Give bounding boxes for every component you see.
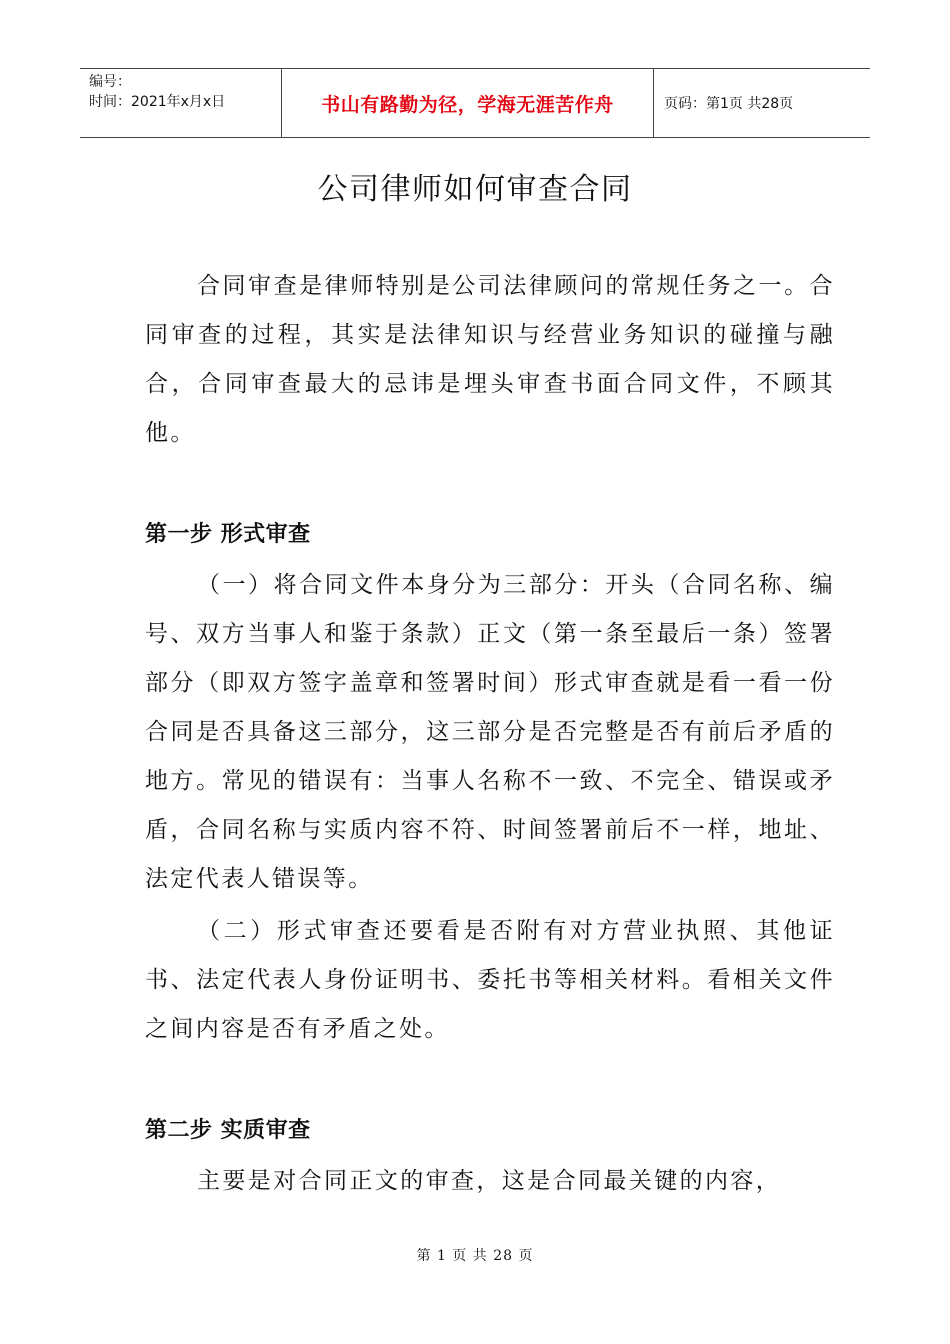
header-meta bbox=[80, 69, 282, 137]
section-heading-1: 第一步 形式审查 bbox=[145, 522, 311, 547]
section-heading-2: 第二步 实质审查 bbox=[145, 1118, 311, 1143]
page-footer: 第 1 页 共 28 页 bbox=[416, 1248, 534, 1264]
header-motto: 书山有路勤为径，学海无涯苦作舟 bbox=[282, 69, 654, 137]
section2-paragraph-1: 主要是对合同正文的审查，这是合同最关键的内容， bbox=[197, 1168, 782, 1194]
page-header bbox=[80, 68, 870, 138]
intro-paragraph: 合同审查是律师特别是公司法律顾问的常规任务之一。合同审查的过程，其实是法律知识与经营业务知识的碰撞与融合，合同审查最大的忌讳是埋头审查书面合同文件，不顾其他。 bbox=[145, 273, 835, 446]
document-time-label: 时间：2021年x月x日 bbox=[89, 94, 226, 110]
section1-paragraph-1: （一）将合同文件本身分为三部分：开头（合同名称、编号、双方当事人和鉴于条款）正文（第一条至最后一条）签署部分（即双方签字盖章和签署时间）形式审查就是看一看一份合同是否具备这三部分，这三部分是否完整是否有前后矛盾的地方。常见的错误有：当事人名称不一致、不完全、错误或矛盾，合同名称与实质内容不符、时间签署前后不一样，地址、法定代表人错误等。 bbox=[145, 572, 835, 892]
document-number-label: 编号： bbox=[89, 74, 131, 90]
section1-paragraph-2: （二）形式审查还要看是否附有对方营业执照、其他证书、法定代表人身份证明书、委托书等相关材料。看相关文件之间内容是否有矛盾之处。 bbox=[145, 918, 835, 1042]
header-page-info: 页码：第1页 共28页 bbox=[664, 96, 794, 112]
document-title: 公司律师如何审查合同 bbox=[317, 172, 633, 207]
